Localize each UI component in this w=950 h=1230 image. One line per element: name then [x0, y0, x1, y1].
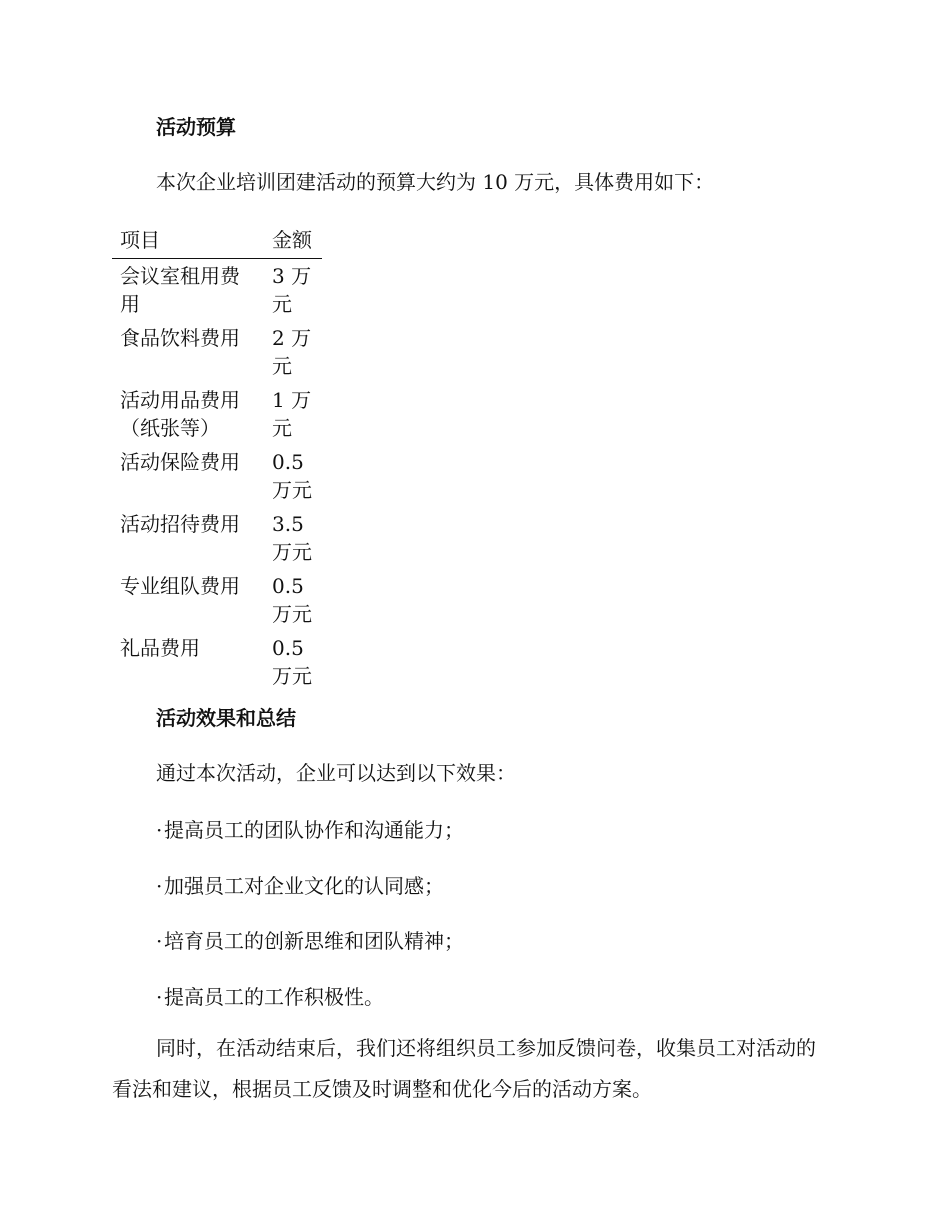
- row-item: 会议室租用费用: [120, 264, 240, 316]
- row-amount: 0.5 万元: [272, 450, 312, 502]
- budget-table-header-row: [112, 222, 322, 259]
- list-item-text: 提高员工的团队协作和沟通能力；: [164, 818, 464, 842]
- bullet-icon: ·: [156, 873, 163, 898]
- list-item: [156, 816, 464, 872]
- row-item: 活动招待费用: [120, 512, 240, 536]
- bullet-icon: ·: [156, 929, 163, 953]
- list-item-text: 提高员工的工作积极性。: [164, 984, 384, 1009]
- effect-bullet-list: [156, 816, 464, 1038]
- row-amount: 3.5 万元: [272, 512, 312, 564]
- table-row: [112, 507, 322, 569]
- budget-intro: 本次企业培训团建活动的预算大约为 10 万元，具体费用如下：: [156, 170, 715, 194]
- budget-table: [112, 222, 322, 693]
- bullet-icon: ·: [156, 984, 163, 1009]
- list-item-text: 培育员工的创新思维和团队精神；: [164, 929, 464, 953]
- row-item: 活动用品费用（纸张等）: [120, 388, 240, 440]
- table-row: [112, 631, 322, 693]
- row-item: 礼品费用: [120, 636, 200, 660]
- table-row: [112, 445, 322, 507]
- table-row: [112, 321, 322, 383]
- list-item-text: 加强员工对企业文化的认同感；: [164, 873, 444, 898]
- row-amount: 0.5 万元: [272, 574, 312, 626]
- bullet-icon: ·: [156, 818, 163, 842]
- row-amount: 2 万元: [272, 326, 312, 378]
- table-row: [112, 569, 322, 631]
- header-item: 项目: [112, 222, 264, 259]
- row-amount: 1 万元: [272, 388, 312, 440]
- table-row: [112, 259, 322, 322]
- row-item: 活动保险费用: [120, 450, 240, 474]
- row-amount: 3 万元: [272, 264, 312, 316]
- table-row: [112, 383, 322, 445]
- row-item: 专业组队费用: [120, 574, 240, 598]
- closing-paragraph: 同时，在活动结束后，我们还将组织员工参加反馈问卷，收集员工对活动的看法和建议，根据员工反馈及时调整和优化今后的活动方案。: [112, 1036, 816, 1101]
- effect-intro: 通过本次活动，企业可以达到以下效果：: [156, 761, 516, 785]
- list-item: [156, 872, 464, 928]
- row-item: 食品饮料费用: [120, 326, 240, 350]
- row-amount: 0.5 万元: [272, 636, 312, 688]
- list-item: [156, 927, 464, 983]
- effect-heading: 活动效果和总结: [156, 706, 296, 730]
- budget-heading: 活动预算: [156, 115, 236, 139]
- header-amount: 金额: [264, 222, 322, 259]
